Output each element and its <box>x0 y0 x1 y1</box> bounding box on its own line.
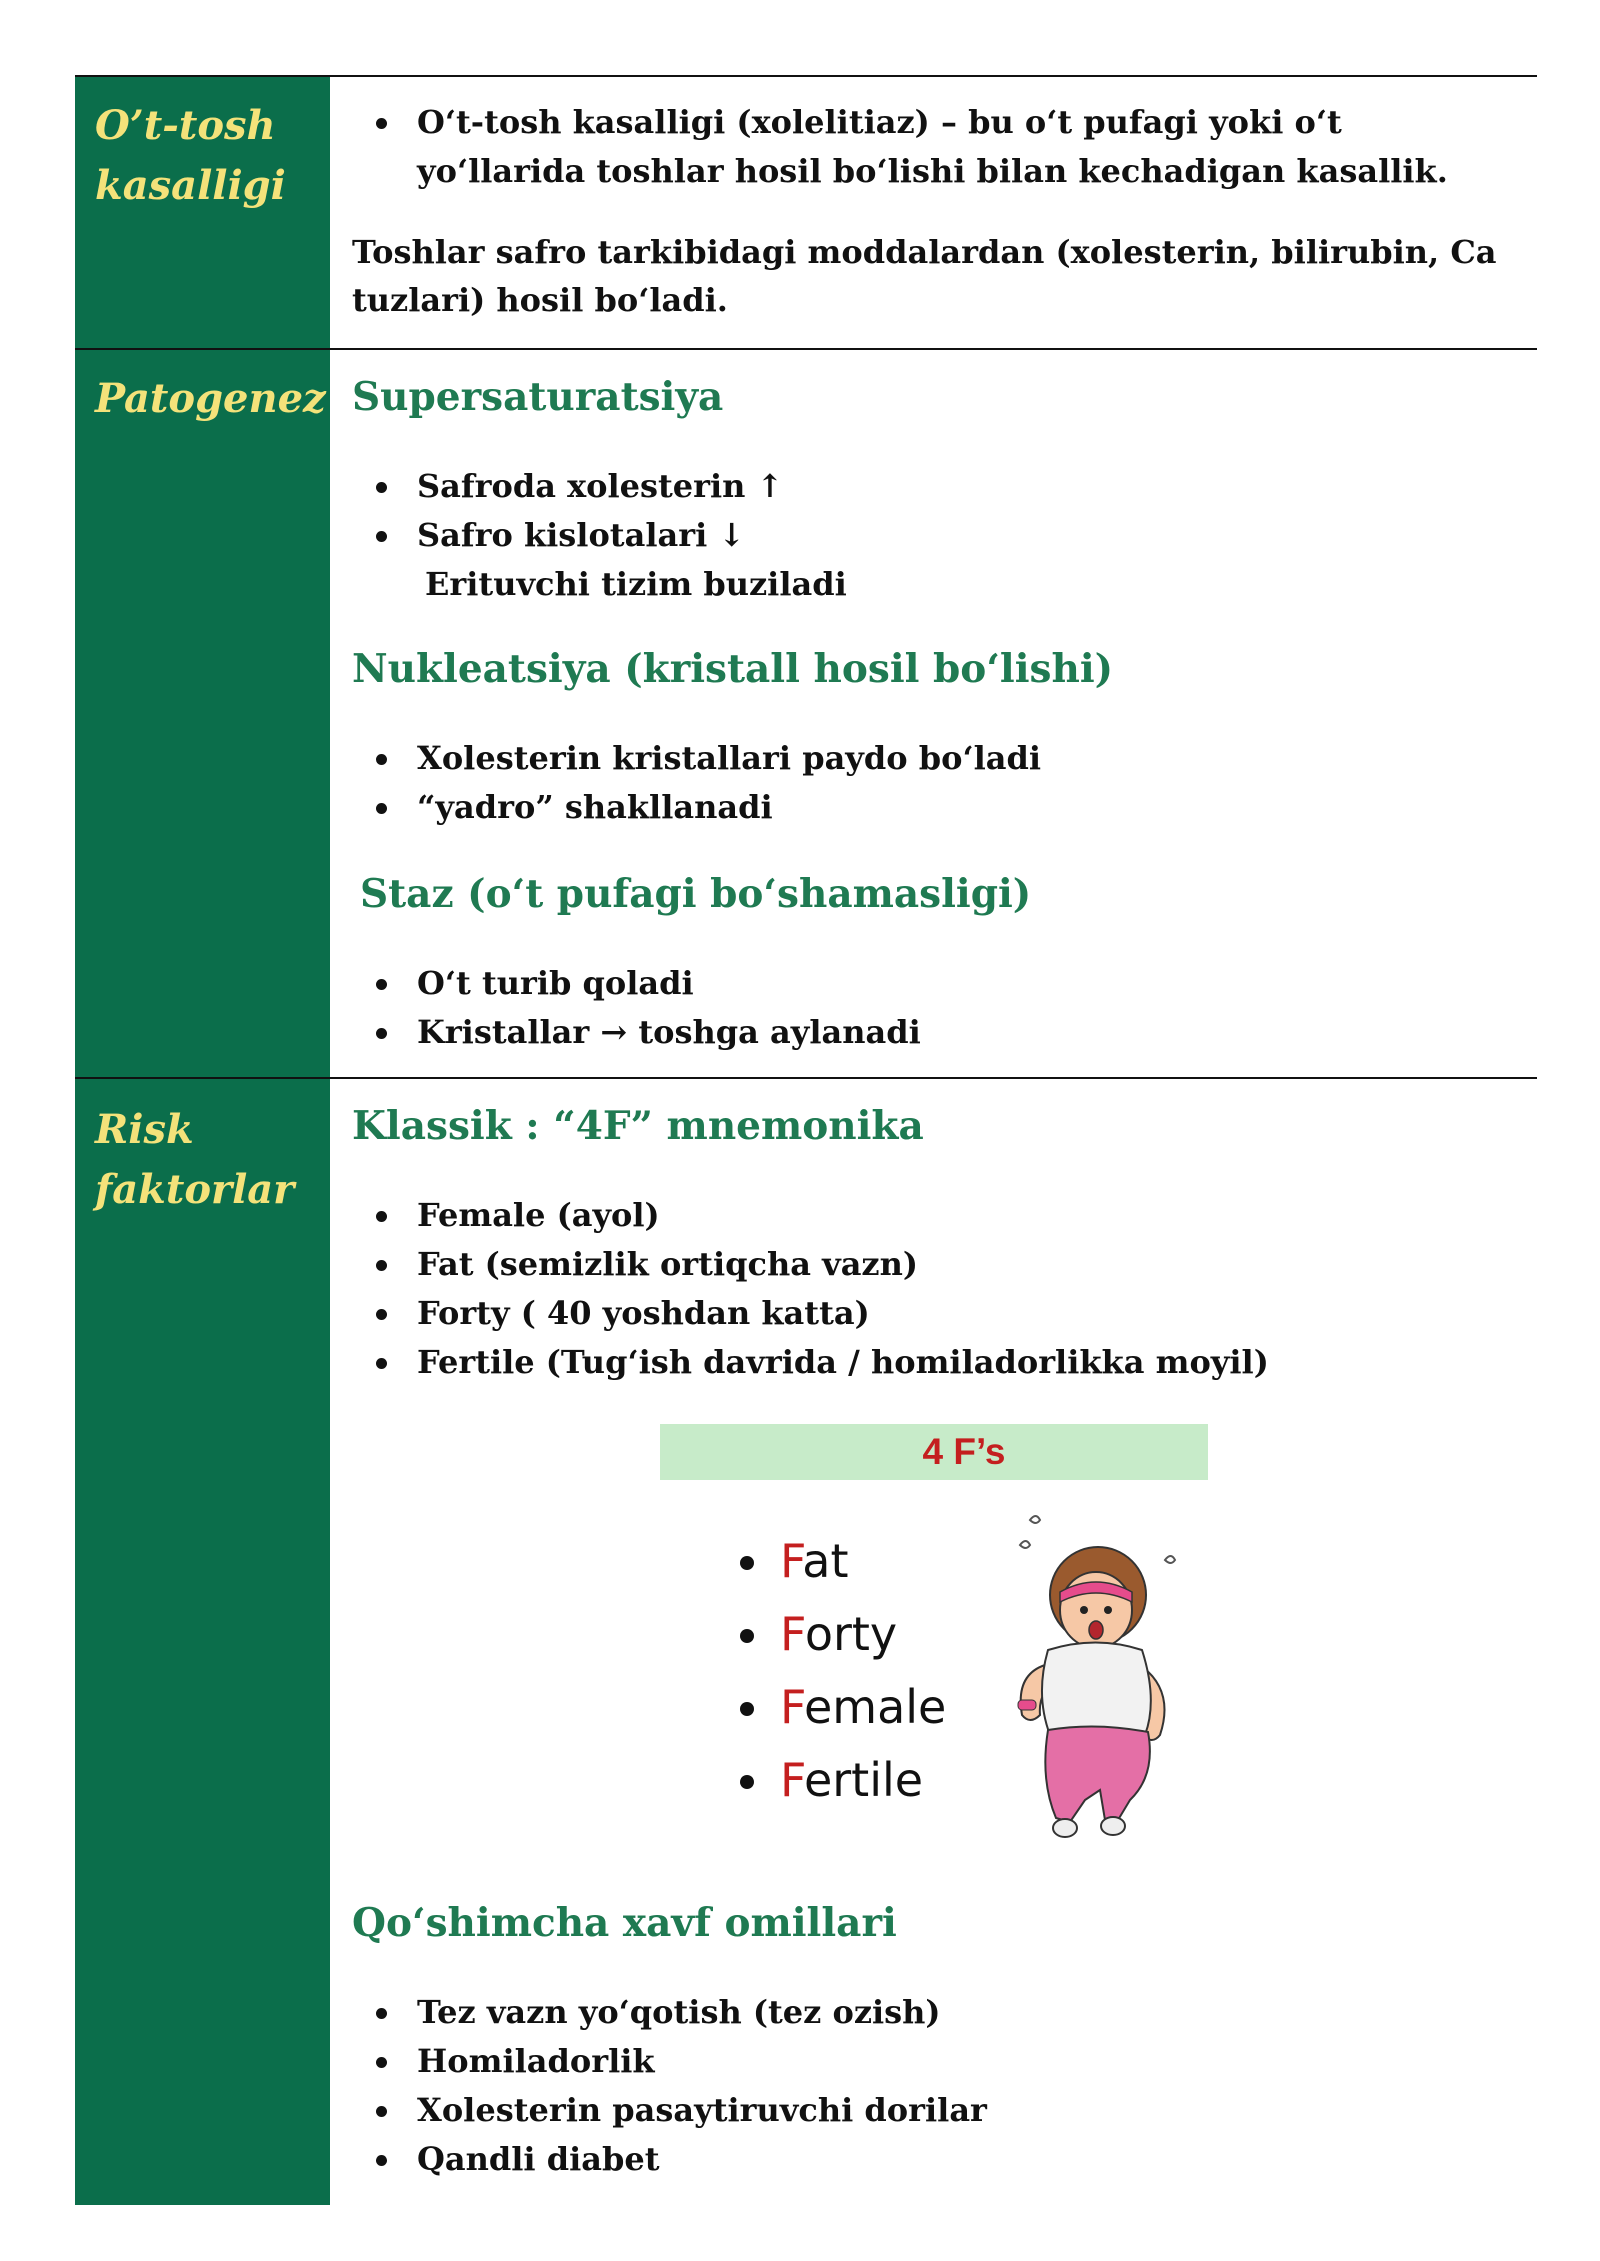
list-item: Safroda xolesterin ↑ <box>417 462 783 511</box>
figure-item-rest: emale <box>803 1680 947 1734</box>
subheading-nucleation: Nukleatsiya (kristall hosil bo‘lishi) <box>352 646 1114 692</box>
list-item: O‘t turib qoladi <box>417 959 921 1008</box>
divider-2 <box>75 1077 1537 1079</box>
figure-list <box>740 1525 946 1817</box>
section-label-pathogenesis: Patogenez <box>95 375 326 422</box>
list-item: Fat (semizlik ortiqcha vazn) <box>417 1240 1269 1289</box>
list-item: Qandli diabet <box>417 2135 987 2184</box>
list-item: Tez vazn yo‘qotish (tez ozish) <box>417 1988 987 2037</box>
definition-list <box>352 98 1517 196</box>
list-item: Safro kislotalari ↓ <box>417 511 783 560</box>
classic-4f-list <box>352 1191 1269 1387</box>
nucleation-list <box>352 734 1041 832</box>
figure-item-initial: F <box>780 1753 804 1807</box>
list-item: O‘t-tosh kasalligi (xolelitiaz) – bu o‘t pufagi yoki o‘t yo‘llarida toshlar hosil bo‘lishi bilan kechadigan kasallik. <box>417 98 1517 196</box>
figure-banner-title: 4 F’s <box>922 1431 1006 1472</box>
list-item: Xolesterin pasaytiruvchi dorilar <box>417 2086 987 2135</box>
subheading-supersaturation: Supersaturatsiya <box>352 374 724 420</box>
supersaturation-list <box>352 462 783 560</box>
figure-item-rest: orty <box>804 1607 898 1661</box>
section-label-definition: O’t-tosh kasalligi <box>95 102 286 209</box>
figure-item-rest: ertile <box>803 1753 924 1807</box>
list-item: Kristallar → toshga aylanadi <box>417 1008 921 1057</box>
list-item: Female (ayol) <box>417 1191 1269 1240</box>
subheading-additional-risks: Qo‘shimcha xavf omillari <box>352 1900 897 1946</box>
list-item: Fertile (Tug‘ish davrida / homiladorlikka moyil) <box>417 1338 1269 1387</box>
subheading-classic-4f: Klassik : “4F” mnemonika <box>352 1103 924 1149</box>
figure-item <box>740 1525 946 1598</box>
supersaturation-note: Erituvchi tizim buziladi <box>425 565 847 603</box>
list-item: “yadro” shakllanadi <box>417 783 1041 832</box>
figure-item-initial: F <box>780 1680 804 1734</box>
subheading-stasis: Staz (o‘t pufagi bo‘shamasligi) <box>360 871 1032 917</box>
divider-top <box>75 75 1537 77</box>
figure-item <box>740 1671 946 1744</box>
definition-paragraph: Toshlar safro tarkibidagi moddalardan (xolesterin, bilirubin, Ca tuzlari) hosil bo‘ladi. <box>352 233 1497 319</box>
divider-1 <box>75 348 1537 350</box>
additional-risks-list <box>352 1988 987 2184</box>
list-item: Forty ( 40 yoshdan katta) <box>417 1289 1269 1338</box>
figure-item <box>740 1598 946 1671</box>
stasis-list <box>352 959 921 1057</box>
jogging-woman-illustration <box>960 1500 1180 1850</box>
figure-item <box>740 1744 946 1817</box>
list-item: Xolesterin kristallari paydo bo‘ladi <box>417 734 1041 783</box>
list-item: Homiladorlik <box>417 2037 987 2086</box>
figure-item-initial: F <box>780 1607 805 1661</box>
section-label-risk: Risk faktorlar <box>95 1106 295 1213</box>
figure-item-initial: F <box>780 1534 803 1588</box>
figure-item-rest: at <box>802 1534 849 1588</box>
figure-banner <box>660 1424 1208 1480</box>
